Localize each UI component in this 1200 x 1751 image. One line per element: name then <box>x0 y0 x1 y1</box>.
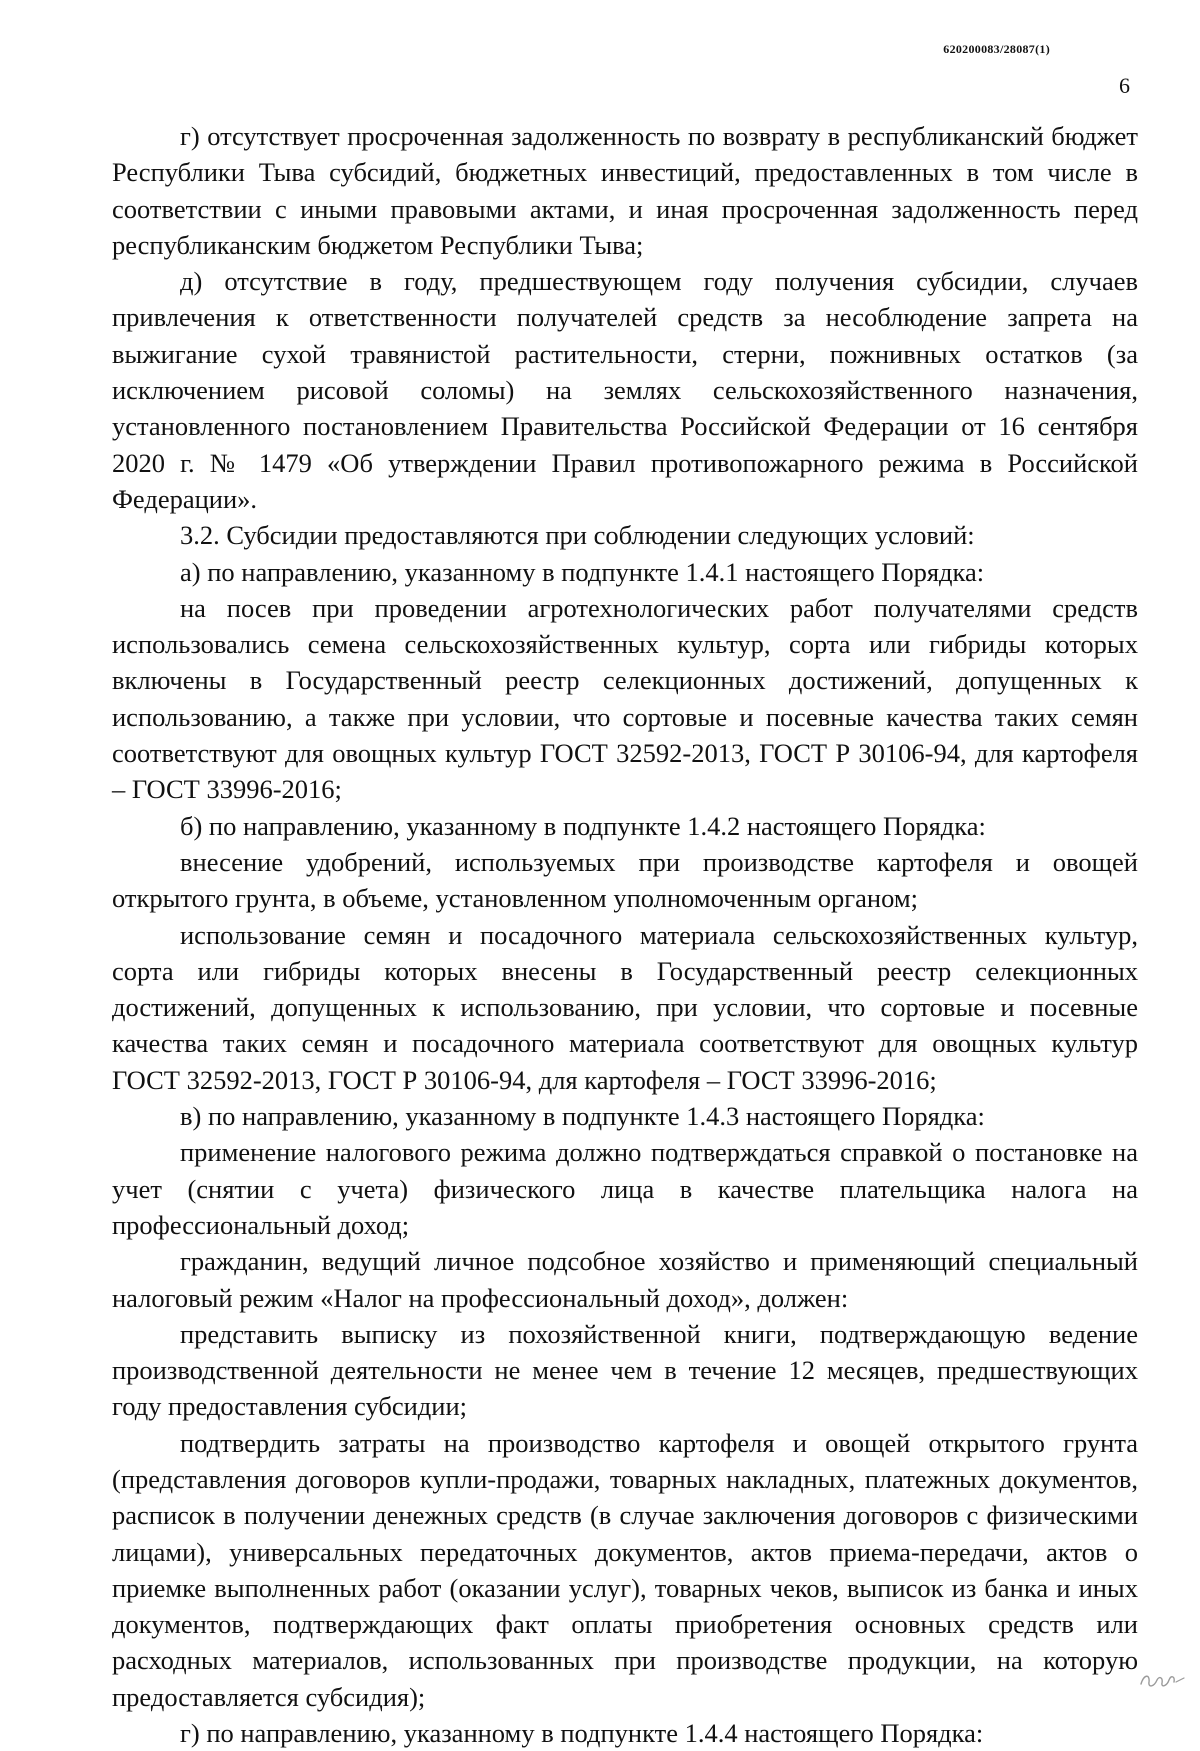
paragraph-seed-requirements: на посев при проведении агротехнологических работ получателями средств использовались семена сельскохозяйственных культур, сорта или гибриды которых включены в Государственный реестр селекционных достижений, допущенных к использованию, а также при условии, что сортовые и посевные качества таких семян соответствуют для овощных культур ГОСТ 32592-2013, ГОСТ Р 30106-94, для картофеля – ГОСТ 33996-2016; <box>112 592 1138 805</box>
paragraph-household-book: представить выписку из похозяйственной книги, подтверждающую ведение производственной деятельности не менее чем в течение 12 месяцев, предшествующих году предоставления субсидии; <box>112 1318 1138 1422</box>
paragraph-g-direction-1-4-4: г) по направлению, указанному в подпункте 1.4.4 настоящего Порядка: <box>180 1718 984 1749</box>
handwritten-mark <box>1138 1668 1188 1692</box>
paragraph-fertilizer: внесение удобрений, используемых при производстве картофеля и овощей открытого грунта, в объеме, установленном уполномоченным органом; <box>112 846 1138 914</box>
paragraph-g-no-overdue-debt: г) отсутствует просроченная задолженность по возврату в республиканский бюджет Республики Тыва субсидий, бюджетных инвестиций, предоставленных в том числе в соответствии с иными правовыми актами, и иная просроченная задолженность перед республиканским бюджетом Республики Тыва; <box>112 121 1138 260</box>
paragraph-confirm-costs: подтвердить затраты на производство картофеля и овощей открытого грунта (представления договоров купли-продажи, товарных накладных, платежных документов, расписок в получении денежных средств (в случае заключения договоров с физическими лицами), универсальных передаточных документов, актов приема-передачи, актов о приемке выполненных работ (оказании услуг), товарных чеков, выписок из банка и иных документов, подтверждающих факт оплаты приобретения основных средств или расходных материалов, использованных при производстве продукции, на которую предоставляется субсидия); <box>112 1427 1138 1712</box>
paragraph-v-direction-1-4-3: в) по направлению, указанному в подпункте 1.4.3 настоящего Порядка: <box>180 1101 985 1132</box>
document-id: 620200083/28087(1) <box>943 42 1050 56</box>
page-number: 6 <box>1119 73 1130 98</box>
paragraph-tax-regime: применение налогового режима должно подтверждаться справкой о постановке на учет (снятии с учета) физического лица в качестве плательщика налога на профессиональный доход; <box>112 1137 1138 1240</box>
paragraph-citizen-obligations: гражданин, ведущий личное подсобное хозяйство и применяющий специальный налоговый режим «Налог на профессиональный доход», должен: <box>112 1246 1138 1313</box>
paragraph-b-direction-1-4-2: б) по направлению, указанному в подпункте 1.4.2 настоящего Порядка: <box>180 810 986 841</box>
paragraph-a-direction-1-4-1: а) по направлению, указанному в подпункте 1.4.1 настоящего Порядка: <box>180 556 985 587</box>
document-body <box>112 118 1138 1751</box>
paragraph-seed-planting-material: использование семян и посадочного материала сельскохозяйственных культур, сорта или гибриды которых внесены в Государственный реестр селекционных достижений, допущенных к использованию, при условии, что сортовые и посевные качества таких семян и посадочного материала соответствуют для овощных культур ГОСТ 32592-2013, ГОСТ Р 30106-94, для картофеля – ГОСТ 33996-2016; <box>112 919 1138 1095</box>
paragraph-d-no-burning-violations: д) отсутствие в году, предшествующем году получения субсидии, случаев привлечения к ответственности получателей средств за несоблюдение запрета на выжигание сухой травянистой растительности, стерни, пожнивных остатков (за исключением рисовой соломы) на землях сельскохозяйственного назначения, установленного постановлением Правительства Российской Федерации от 16 сентября 2020 г. № 1479 «Об утверждении Правил противопожарного режима в Российской Федерации». <box>112 266 1138 514</box>
paragraph-3-2-conditions: 3.2. Субсидии предоставляются при соблюдении следующих условий: <box>180 520 975 551</box>
